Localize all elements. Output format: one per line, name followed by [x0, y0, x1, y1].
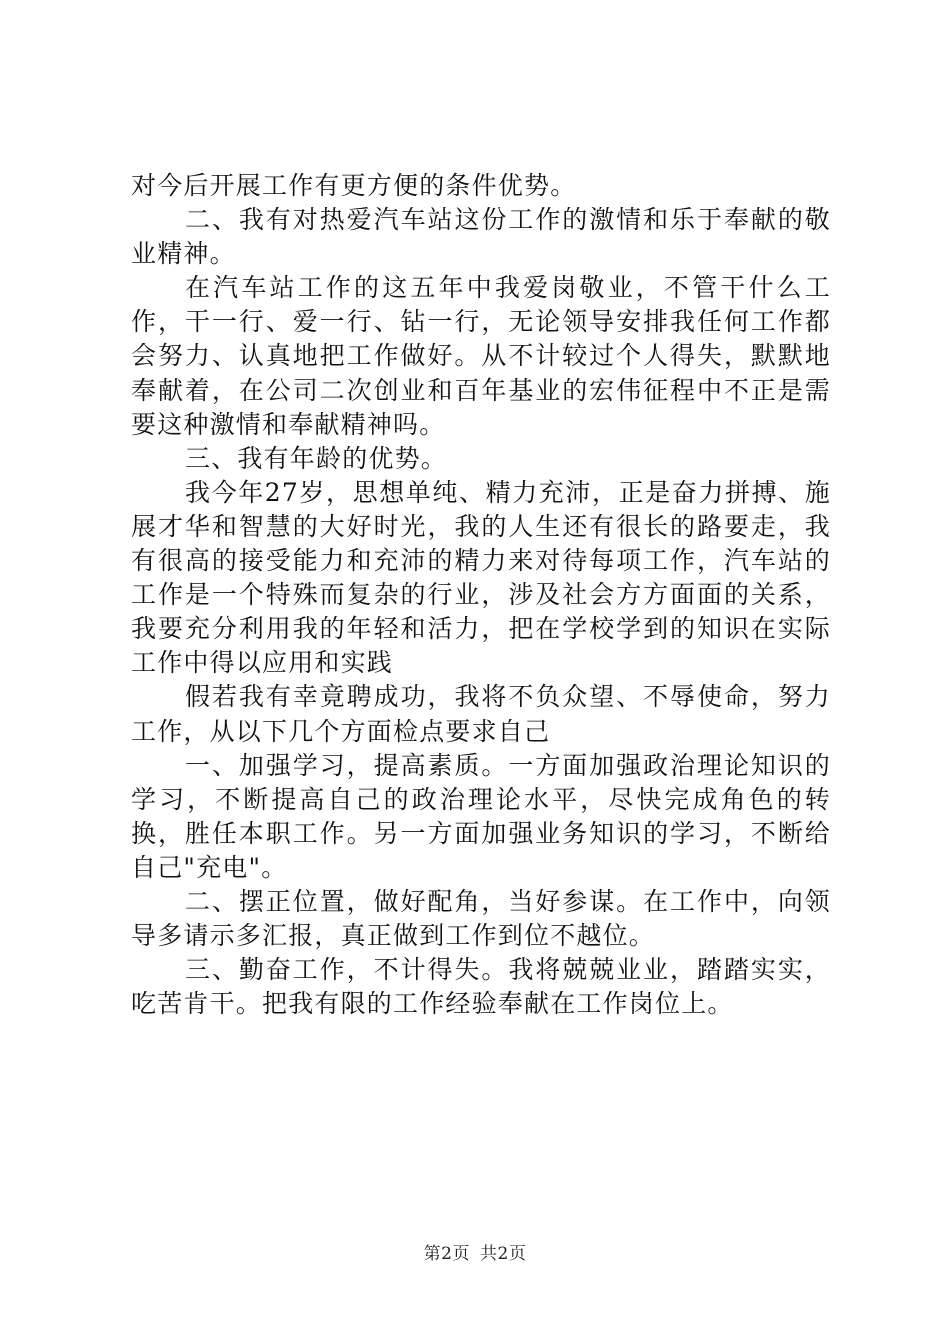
page-number: 第2页 [423, 1244, 470, 1264]
paragraph: 二、摆正位置，做好配角，当好参谋。在工作中，向领导多请示多汇报，真正做到工作到位不越位。 [131, 886, 831, 951]
paragraph: 我今年27岁，思想单纯、精力充沛，正是奋力拼搏、施展才华和智慧的大好时光，我的人生还有很长的路要走，我有很高的接受能力和充沛的精力来对待每项工作，汽车站的工作是一个特殊而复杂的行业，涉及社会方方面面的关系，我要充分利用我的年轻和活力，把在学校学到的知识在实际工作中得以应用和实践 [131, 477, 831, 678]
paragraph: 假若我有幸竟聘成功，我将不负众望、不辱使命，努力工作，从以下几个方面检点要求自己 [131, 682, 831, 746]
paragraph: 在汽车站工作的这五年中我爱岗敬业，不管干什么工作，干一行、爱一行、钻一行，无论领导安排我任何工作都会努力、认真地把工作做好。从不计较过个人得失，默默地奉献着，在公司二次创业和百年基业的宏伟征程中不正是需要这种激情和奉献精神吗。 [131, 273, 831, 439]
paragraph: 二、我有对热爱汽车站这份工作的激情和乐于奉献的敬业精神。 [131, 205, 831, 269]
paragraph: 三、勤奋工作，不计得失。我将兢兢业业，踏踏实实，吃苦肯干。把我有限的工作经验奉献在工作岗位上。 [131, 955, 831, 1019]
document-body [131, 169, 831, 1021]
page-footer [0, 1243, 950, 1265]
page-total: 共2页 [480, 1244, 527, 1264]
paragraph: 三、我有年龄的优势。 [185, 443, 448, 473]
paragraph: 对今后开展工作有更方便的条件优势。 [131, 171, 577, 200]
paragraph: 一、加强学习，提高素质。一方面加强政治理论知识的学习，不断提高自己的政治理论水平，尽快完成角色的转换，胜任本职工作。另一方面加强业务知识的学习，不断给自己"充电"。 [131, 750, 831, 882]
